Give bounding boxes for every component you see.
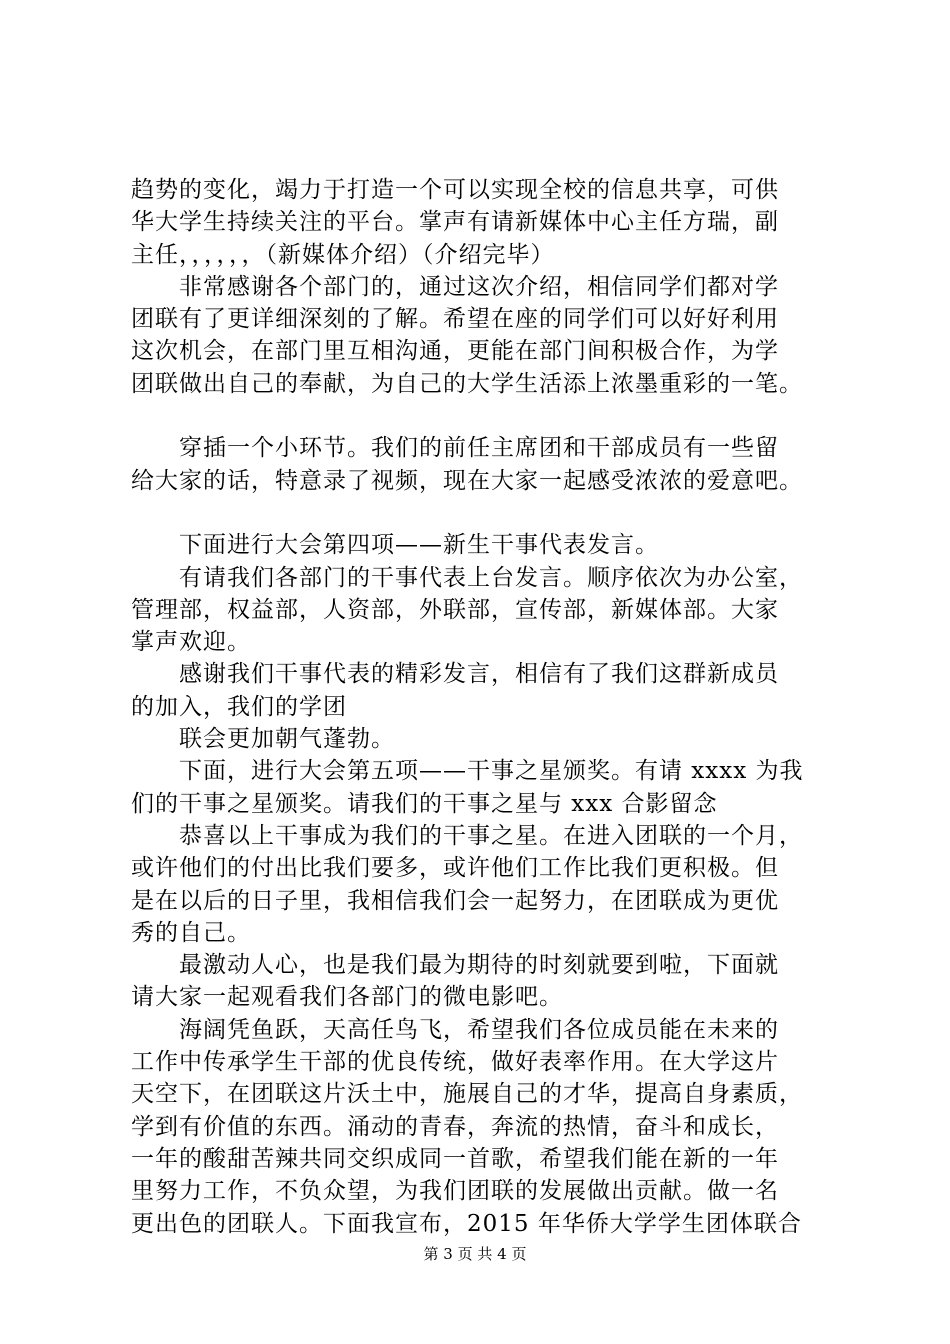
- text-line: 学到有价值的东西。涌动的青春，奔流的热情，奋斗和成长，: [131, 1113, 779, 1140]
- text-line: 团联做出自己的奉献，为自己的大学生活添上浓墨重彩的一笔。: [131, 370, 803, 397]
- text-line: 们的干事之星颁奖。请我们的干事之星与 xxx 合影留念: [131, 790, 718, 817]
- text-line: 给大家的话，特意录了视频，现在大家一起感受浓浓的爱意吧。: [131, 467, 803, 494]
- text-line: 一年的酸甜苦辣共同交织成同一首歌，希望我们能在新的一年: [131, 1145, 779, 1172]
- text-line: 最激动人心，也是我们最为期待的时刻就要到啦，下面就: [179, 952, 779, 979]
- page-footer: 第 3 页 共 4 页: [423, 1245, 527, 1263]
- text-line: 下面进行大会第四项——新生干事代表发言。: [179, 532, 659, 559]
- text-line: 主任，，，，，，（新媒体介绍）（介绍完毕）: [131, 241, 555, 268]
- text-line: 趋势的变化，竭力于打造一个可以实现全校的信息共享，可供: [131, 177, 779, 203]
- blank-line: [131, 400, 831, 432]
- text-line: 这次机会，在部门里互相沟通，更能在部门间积极合作，为学: [131, 338, 779, 365]
- text-line: 天空下，在团联这片沃土中，施展自己的才华，提高自身素质，: [131, 1081, 803, 1108]
- text-line: 恭喜以上干事成为我们的干事之星。在进入团联的一个月，: [179, 822, 803, 849]
- blank-line: [131, 497, 831, 529]
- text-line: 有请我们各部门的干事代表上台发言。顺序依次为办公室，: [179, 564, 803, 591]
- text-line: 或许他们的付出比我们要多，或许他们工作比我们更积极。但: [131, 855, 779, 882]
- text-line: 管理部，权益部，人资部，外联部，宣传部，新媒体部。大家: [131, 596, 779, 623]
- text-line: 的加入，我们的学团: [131, 693, 347, 720]
- text-line: 华大学生持续关注的平台。掌声有请新媒体中心主任方瑞，副: [131, 209, 779, 236]
- text-line: 下面，进行大会第五项——干事之星颁奖。有请 xxxx 为我: [179, 758, 804, 785]
- text-line: 秀的自己。: [131, 919, 251, 946]
- text-line: 是在以后的日子里，我相信我们会一起努力，在团联成为更优: [131, 887, 779, 914]
- document-body: [131, 174, 831, 1240]
- text-line: 里努力工作，不负众望，为我们团联的发展做出贡献。做一名: [131, 1178, 779, 1205]
- text-line: 海阔凭鱼跃，天高任鸟飞，希望我们各位成员能在未来的: [179, 1016, 779, 1043]
- text-line: 更出色的团联人。下面我宣布，2015 年华侨大学学生团体联合: [131, 1210, 802, 1237]
- text-line: 工作中传承学生干部的优良传统，做好表率作用。在大学这片: [131, 1049, 779, 1076]
- text-line: 请大家一起观看我们各部门的微电影吧。: [131, 984, 563, 1011]
- text-line: 联会更加朝气蓬勃。: [179, 726, 395, 753]
- text-line: 掌声欢迎。: [131, 629, 251, 656]
- text-line: 穿插一个小环节。我们的前任主席团和干部成员有一些留: [179, 435, 779, 462]
- text-line: 非常感谢各个部门的，通过这次介绍，相信同学们都对学: [179, 273, 779, 300]
- text-line: 感谢我们干事代表的精彩发言，相信有了我们这群新成员: [179, 661, 779, 688]
- text-line: 团联有了更详细深刻的了解。希望在座的同学们可以好好利用: [131, 306, 779, 333]
